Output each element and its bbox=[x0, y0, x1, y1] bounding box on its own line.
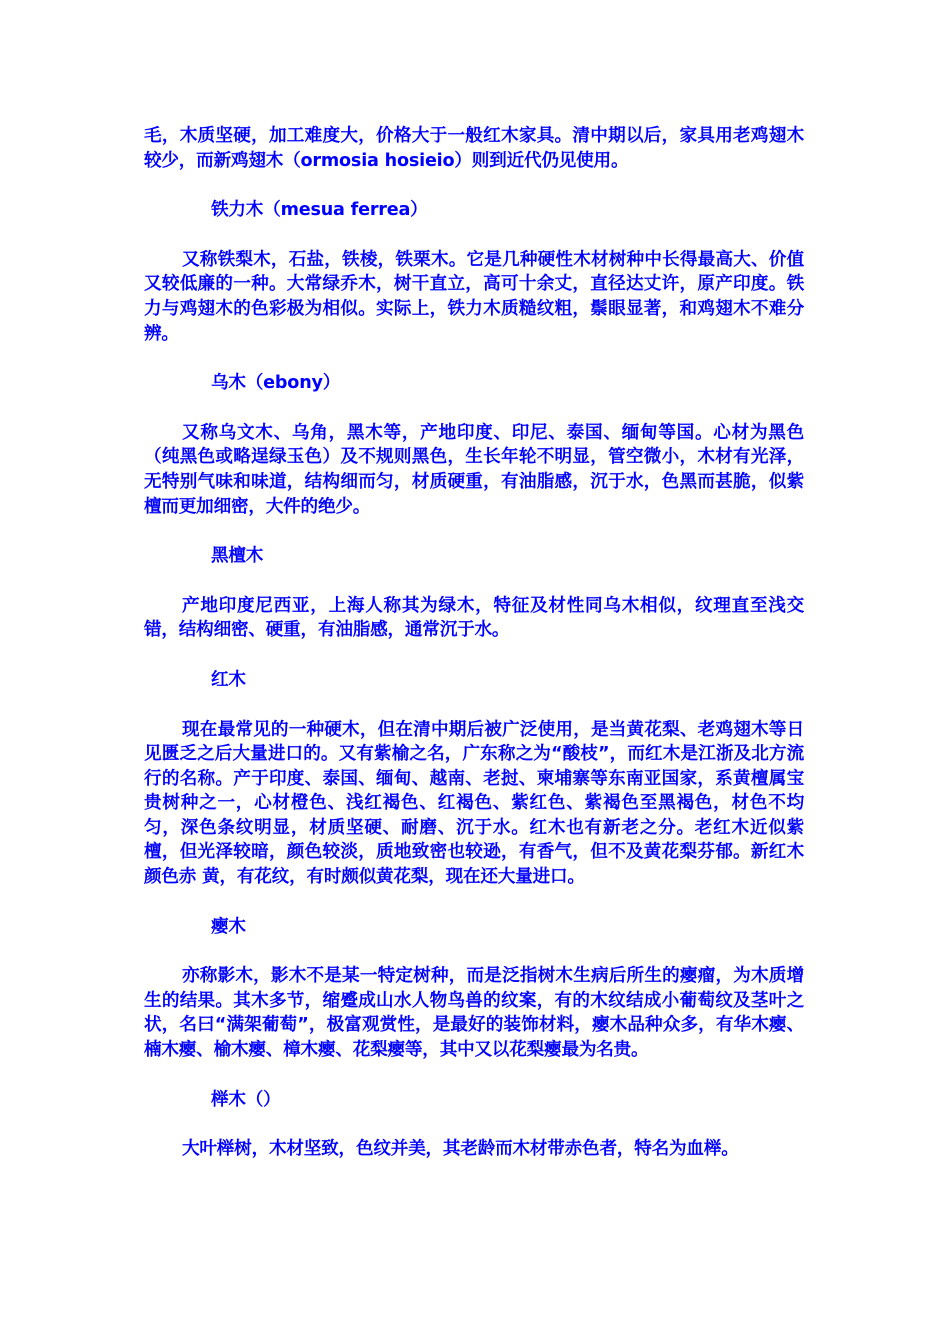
paragraph-jumu: 大叶榉树，木材坚致，色纹并美，其老龄而木材带赤色者，特名为血榉。 bbox=[182, 1139, 739, 1160]
paragraph-heitanmu: 产地印度尼西亚，上海人称其为绿木，特征及材性同乌木相似，纹理直至浅交错，结构细密、硬重，有油脂感，通常沉于水。 bbox=[144, 595, 804, 641]
paragraph-wumu: 又称乌文木、乌角，黑木等，产地印度、印尼、泰国、缅甸等国。心材为黑色（纯黑色或略逞绿玉色）及不规则黑色，生长年轮不明显，管空微小，木材有光泽，无特别气味和味道，结构细而匀，材质硬重，有油脂感，沉于水，色黑而甚脆，似紫檀而更加细密，大件的绝少。 bbox=[144, 422, 804, 517]
paragraph-yingmu: 亦称影木，影木不是某一特定树种，而是泛指树木生病后所生的瘿瘤，为木质增生的结果。其木多节，缩蹙成山水人物鸟兽的纹案，有的木纹结成小葡萄纹及茎叶之状，名曰“满架葡萄”，极富观赏性，是最好的装饰材料，瘿木品种众多，有华木瘿、楠木瘿、榆木瘿、樟木瘿、花梨瘿等，其中又以花梨瘿最为名贵。 bbox=[144, 966, 804, 1061]
heading-jumu: 榉木（） bbox=[211, 1089, 281, 1110]
paragraph-tielimu: 又称铁梨木，石盐，铁棱，铁栗木。它是几种硬性木材树种中长得最高大、价值又较低廉的一种。大常绿乔木，树干直立，高可十余丈，直径达丈许，原产印度。铁力与鸡翅木的色彩极为相似。实际上，铁力木质糙纹粗，鬃眼显著，和鸡翅木不难分辨。 bbox=[144, 249, 804, 344]
document-body bbox=[144, 124, 804, 1187]
paragraph-continuation: 毛，木质坚硬，加工难度大，价格大于一般红木家具。清中期以后，家具用老鸡翅木较少，而新鸡翅木（ormosia hosieio）则到近代仍见使用。 bbox=[144, 126, 804, 171]
heading-heitanmu: 黑檀木 bbox=[211, 546, 264, 567]
heading-wumu: 乌木（ebony） bbox=[211, 373, 341, 394]
heading-yingmu: 瘿木 bbox=[211, 916, 246, 937]
heading-tielimu: 铁力木（mesua ferrea） bbox=[211, 200, 428, 221]
heading-hongmu: 红木 bbox=[211, 669, 246, 690]
paragraph-hongmu: 现在最常见的一种硬木，但在清中期后被广泛使用，是当黄花梨、老鸡翅木等日见匮乏之后大量进口的。又有紫榆之名，广东称之为“酸枝”，而红木是江浙及北方流行的名称。产于印度、泰国、缅甸、越南、老挝、柬埔寨等东南亚国家，系黄檀属宝贵树种之一，心材橙色、浅红褐色、红褐色、紫红色、紫褐色至黑褐色，材色不均匀，深色条纹明显，材质坚硬、耐磨、沉于水。红木也有新老之分。老红木近似紫檀，但光泽较暗，颜色较淡，质地致密也较逊，有香气，但不及黄花梨芬郁。新红木颜色赤 黄，有花纹，有时颇似黄花梨，现在还大量进口。 bbox=[144, 719, 804, 888]
